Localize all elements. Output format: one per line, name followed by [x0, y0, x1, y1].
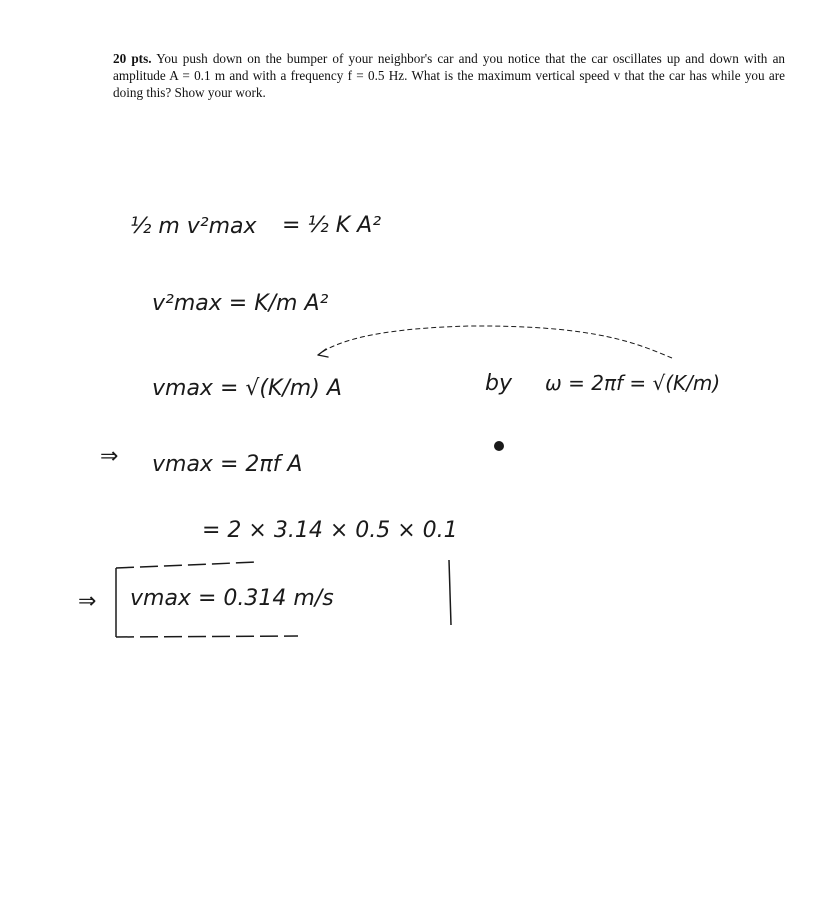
work-line-1-rhs: = ½ K A²	[282, 213, 382, 238]
work-line-5: = 2 × 3.14 × 0.5 × 0.1	[202, 518, 458, 543]
work-line-4: vmax = 2πf A	[152, 452, 303, 477]
implies-mark-1: ⇒	[100, 444, 119, 469]
problem-text: You push down on the bumper of your neighbor's car and you notice that the car oscillates up and down with an amplitude A = 0.1 m and with a frequency f = 0.5 Hz. What is the maximum vertical speed v that the car has while you are doing this? Show your work.	[113, 51, 786, 100]
answer-box-top	[116, 562, 258, 568]
reference-arrow	[318, 326, 672, 358]
answer-box-right	[449, 560, 451, 625]
answer-box-bottom	[116, 636, 298, 637]
work-line-1-lhs: ½ m v²max	[130, 214, 257, 239]
problem-points: 20 pts.	[113, 51, 152, 66]
reference-arrow-head	[318, 349, 328, 357]
work-answer: vmax = 0.314 m/s	[130, 586, 334, 611]
work-line-2: v²max = K/m A²	[152, 291, 329, 316]
work-note-by: by	[485, 371, 512, 396]
ink-blot	[494, 441, 504, 451]
work-line-3: vmax = √(K/m) A	[152, 376, 342, 401]
work-note-omega: ω = 2πf = √(K/m)	[545, 371, 721, 395]
implies-mark-2: ⇒	[78, 589, 97, 614]
